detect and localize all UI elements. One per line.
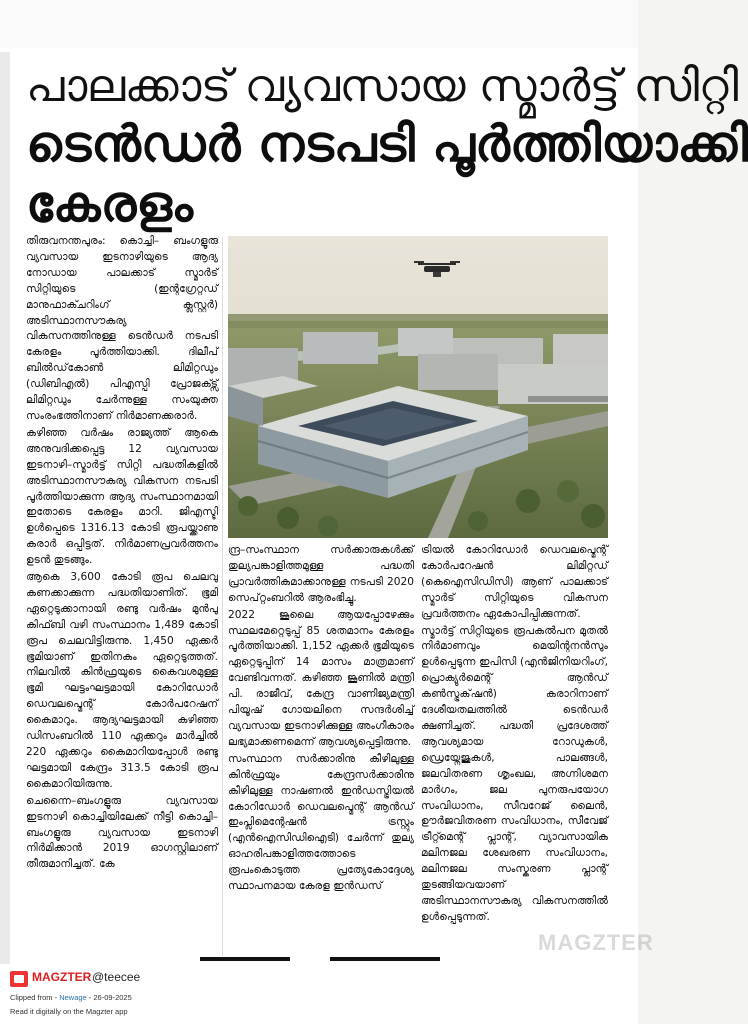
headline-line-1: പാലക്കാട് വ്യവസായ സ്മാർട്ട് സിറ്റി [26,59,738,112]
column-rule [222,236,223,956]
clipped-prefix: Clipped from - [10,993,60,1002]
paragraph: സ്മാർട്ട് സിറ്റിയുടെ രൂപകൽപന മുതൽ നിർമാണവും മെയിന്റനൻസും ഉൾപ്പെടുന്ന ഇപിസി (എൻജിനിയറിംഗ്, പ്രൊക്യുർമെന്റ് ആൻഡ് കൺസ്ട്രക്‌ഷൻ) കരാറിനാണ് ദേശീയതലത്തിൽ ടെൻഡർ ക്ഷണിച്ചത്. പദ്ധതി പ്രദേശത്ത് ആവശ്യമായ റോഡുകൾ, ഡ്രെയ്നേജുകൾ, പാലങ്ങൾ, ജലവിതരണ ശൃംഖല, അഗ്നിശമന മാർഗം, ജല പുനരുപയോഗ സംവിധാനം, സീവറേജ് ലൈൻ, ഊർജവിതരണ സംവിധാനം, സീവേജ് ട്രീറ്റ്മെന്റ് പ്ലാന്റ്, വ്യാവസായിക മലിനജല ശേഖരണ സംവിധാനം, മലിനജല സംസ്കരണ പ്ലാന്റ് തുടങ്ങിയവയാണ് അടിസ്ഥാനസൗകര്യ വികസനത്തിൽ ഉൾപ്പെടുന്നത്. [421,624,608,923]
paragraph: തിരുവനന്തപുരം: കൊച്ചി– ബംഗളൂരു വ്യവസായ ഇടനാഴിയുടെ ആദ്യ നോഡായ പാലക്കാട് സ്മാർട് സിറ്റിയുടെ (ഇന്റഗ്രേറ്റഡ് മാനുഫാക്ചറിംഗ് ക്ലസ്റ്റർ) അടിസ്ഥാനസൗകര്യ വികസനത്തിനുള്ള ടെൻഡർ നടപടി കേരളം പൂർത്തിയാക്കി. ദിലീപ് ബിൽഡ്‌കോൺ ലിമിറ്റഡും (ഡിബിഎൽ) പിഎസ്പി പ്രോജക്ട്സ് ലിമിറ്റഡും ചേർന്നുള്ള സംയുക്ത സംരംഭത്തിനാണ് നിർമാണക്കരാർ. [26,235,218,422]
paragraph: ചെന്നൈ–ബംഗളൂരു വ്യവസായ ഇടനാഴി കൊച്ചിയിലേക്ക് നീട്ടി കൊച്ചി– ബംഗളൂരു വ്യവസായ ഇടനാഴി നിർമിക്കാൻ 2019 ഓഗസ്റ്റിലാണ് തീരുമാനിച്ചത്. കേ [26,794,218,871]
top-margin [0,0,638,48]
paragraph: 2022 ജൂലൈ ആയപ്പോഴേക്കും സ്ഥലമേറ്റെടുപ്പ് 85 ശതമാനം കേരളം പൂർത്തിയാക്കി. 1,152 ഏക്കർ ഭൂമിയുടെ ഏറ്റെടുപ്പിന് 14 മാസം മാത്രമാണ് വേണ്ടിവന്നത്. കഴിഞ്ഞ ജൂണിൽ മന്ത്രി പി. രാജീവ്, കേന്ദ്ര വാണിജ്യമന്ത്രി പിയൂഷ് ഗോയലിനെ സന്ദർശിച്ച് വ്യവസായ ഇടനാഴിക്കുള്ള അംഗീകാരം ലഭ്യമാക്കണമെന്ന് ആവശ്യപ്പെട്ടിരുന്നു. [228,608,414,748]
article-column-2 [228,543,414,958]
read-digitally-text[interactable]: Read it digitally on the Magzter app [10,1007,128,1016]
clipped-from-line [10,993,132,1002]
clipped-source-link[interactable]: Newage [59,993,87,1002]
article-column-3 [421,543,608,958]
headline-line-2: ടെൻഡർ നടപടി പൂർത്തിയാക്കി [26,115,748,173]
magzter-brand[interactable]: MAGZTER [32,970,92,984]
paragraph: ആകെ 3,600 കോടി രൂപ ചെലവു കണക്കാക്കുന്ന പദ്ധതിയാണിത്. ഭൂമി ഏറ്റെടുക്കാനായി രണ്ടു വർഷം മുൻപു കിഫ്ബി വഴി സംസ്ഥാനം 1,489 കോടി രൂപ ചെലവിട്ടിരുന്നു. 1,450 ഏക്കർ ഭൂമിയാണ് ഇതിനകം ഏറ്റെടുത്തത്. നിലവിൽ കിൻഫ്രയുടെ കൈവശമുള്ള ഭൂമി ഘട്ടംഘട്ടമായി കോറിഡോർ ഡെവലപ്മെന്റ് കോർപറേഷന് കൈമാറും. ആദ്യഘട്ടമായി കഴിഞ്ഞ ഡിസംബറിൽ 110 ഏക്കറും മാർച്ചിൽ 220 ഏക്കറും കൈമാറിയപ്പോൾ രണ്ടു ഘട്ടമായി കേന്ദ്രം 313.5 കോടി രൂപ കൈമാറിയിരുന്നു. [26,571,218,790]
article-column-1 [26,234,218,950]
left-margin-bar [0,52,10,964]
paragraph: കഴിഞ്ഞ വർഷം രാജ്യത്ത് ആകെ അനുവദിക്കപ്പെട്ട 12 വ്യവസായ ഇടനാഴി–സ്മാർട്ട് സിറ്റി പദ്ധതികളിൽ അടിസ്ഥാനസൗകര്യ വികസന നടപടി പൂർത്തിയാക്കുന്ന ആദ്യ സംസ്ഥാനമായി ഇതോടെ കേരളം മാറി. ജിഎസ്ടി ഉൾപ്പെടെ 1316.13 കോടി രൂപയ്ക്കാണു കരാർ ഒപ്പിട്ടത്. നിർമാണപ്രവർത്തനം ഉടൻ തുടങ്ങും. [26,426,218,567]
clipped-date: - 26-09-2025 [86,993,132,1002]
article-photo [228,236,608,538]
cutoff-next-headline [330,957,440,961]
clipper-username[interactable]: @teecee [92,970,141,984]
paragraph: ട്രിയൽ കോറിഡോർ ഡെവലപ്മെന്റ് കോർപറേഷൻ ലിമിറ്റഡ് (കെഐസിഡിസി) ആണ് പാലക്കാട് സ്മാർട് സിറ്റിയുടെ വികസന പ്രവർത്തനം ഏകോപിപ്പിക്കുന്നത്. [421,544,608,620]
magzter-logo-icon[interactable] [10,971,28,987]
headline-line-3: കേരളം [26,175,193,233]
magzter-watermark: MAGZTER [538,930,654,955]
paragraph: സംസ്ഥാന സർക്കാരിനു കീഴിലുള്ള കിൻഫ്രയും കേന്ദ്രസർക്കാരിനു കീഴിലുള്ള നാഷണൽ ഇൻഡസ്ട്രിയൽ കോറിഡോർ ഡെവലപ്മെന്റ് ആൻഡ് ഇംപ്ലിമെന്റേഷൻ ട്രസ്റ്റും (എൻഐസിഡിഐടി) ചേർന്ന് തുല്യ ഓഹരിപങ്കാളിത്തത്തോടെ രൂപംകൊടുത്ത പ്രത്യേകോദ്ദേശ്യ സ്ഥാപനമായ കേരള ഇൻഡസ് [228,752,414,893]
paragraph: ന്ദ്ര–സംസ്ഥാന സർക്കാരുകൾക്ക് തുല്യപങ്കാളിത്തമുള്ള പദ്ധതി പ്രാവർത്തികമാക്കാനുള്ള നടപടി 2020 സെപ്റ്റംബറിൽ ആരംഭിച്ചു. [228,544,414,604]
cutoff-next-headline [200,957,290,961]
smart-city-illustration [228,236,608,538]
